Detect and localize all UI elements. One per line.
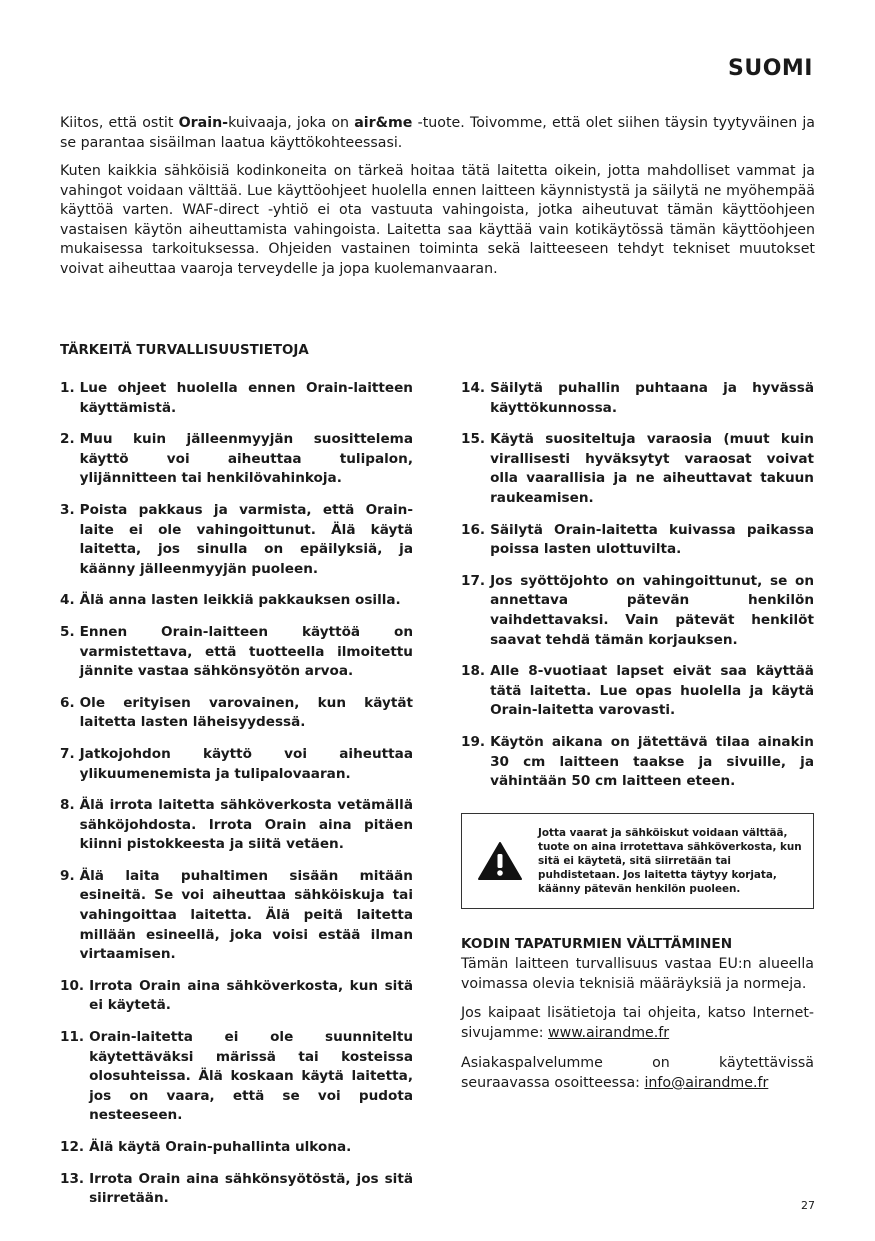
item-number: 13. xyxy=(60,1170,85,1187)
item-text: Älä laita puhaltimen sisään mitään esineitä. Se voi aiheuttaa sähköiskuja tai vahingoittaa laitetta. Älä peitä laitetta millään esineellä, joka voisi estää ilman virtaamisen. xyxy=(79,867,413,963)
list-item xyxy=(60,623,413,682)
item-number: 15. xyxy=(461,431,486,448)
item-text: Lue ohjeet huolella ennen Orain-laitteen käyttämistä. xyxy=(79,380,413,416)
item-number: 19. xyxy=(461,733,486,750)
list-item xyxy=(60,1028,413,1126)
item-number: 4. xyxy=(60,592,75,609)
list-item xyxy=(60,796,413,855)
warning-text: Jotta vaarat ja sähköiskut voidaan välttää, tuote on aina irrotettava sähköverkosta, kun sitä ei käytetä, sitä siirretään tai puhdistetaan. Jos laitetta täytyy korjata, käänny pätevän henkilön puoleen. xyxy=(538,827,802,895)
household-text: Jos kaipaat lisätietoja tai ohjeita, katso Internet-sivujamme: xyxy=(461,1005,814,1042)
household-title: KODIN TAPATURMIEN VÄLTTÄMINEN xyxy=(461,936,733,952)
warning-icon xyxy=(462,841,538,881)
item-number: 10. xyxy=(60,977,85,994)
item-text: Ennen Orain-laitteen käyttöä on varmistettava, että tuotteella ilmoitettu jännite vastaa sähkönsyötön arvoa. xyxy=(79,623,413,680)
item-number: 12. xyxy=(60,1139,85,1155)
safety-section-title: TÄRKEITÄ TURVALLISUUSTIETOJA xyxy=(60,343,309,358)
list-item xyxy=(461,572,814,650)
item-number: 16. xyxy=(461,521,486,538)
household-text: Asiakaspalvelumme on käytettävissä seuraavassa osoitteessa: xyxy=(461,1054,814,1091)
warning-box xyxy=(461,813,814,909)
list-item xyxy=(60,501,413,579)
item-text: Ole erityisen varovainen, kun käytät laitetta lasten läheisyydessä. xyxy=(79,694,413,731)
list-item xyxy=(60,977,413,1016)
intro-text: Kiitos, että ostit xyxy=(60,115,179,131)
list-item xyxy=(461,521,814,560)
intro-text: kuivaaja, joka on xyxy=(228,115,355,131)
item-text: Poista pakkaus ja varmista, että Orain-laite ei ole vahingoittunut. Älä käytä laitetta, jos sinulla on epäilyksiä, ja käänny jälleenmyyjän puoleen. xyxy=(79,501,413,577)
item-number: 11. xyxy=(60,1029,85,1046)
item-text: Säilytä Orain-laitetta kuivassa paikassa poissa lasten ulottuvilta. xyxy=(490,521,814,558)
household-paragraph-1: Tämän laitteen turvallisuus vastaa EU:n alueella voimassa olevia teknisiä määräyksiä ja normeja. xyxy=(461,955,814,992)
item-number: 5. xyxy=(60,623,75,640)
list-item xyxy=(60,379,413,418)
list-item xyxy=(60,1138,413,1158)
item-text: Älä käytä Orain-puhallinta ulkona. xyxy=(89,1139,352,1155)
item-text: Älä anna lasten leikkiä pakkauksen osilla. xyxy=(79,592,401,609)
intro-paragraph-1 xyxy=(60,114,815,153)
email-link[interactable]: info@airandme.fr xyxy=(644,1074,769,1091)
item-text: Jatkojohdon käyttö voi aiheuttaa ylikuumenemista ja tulipalovaaran. xyxy=(79,745,413,782)
item-number: 14. xyxy=(461,380,486,396)
item-text: Jos syöttöjohto on vahingoittunut, se on annettava pätevän henkilön vaihdettavaksi. Vain pätevät henkilöt saavat tehdä tämän korjauksen. xyxy=(490,572,814,648)
website-link[interactable]: www.airandme.fr xyxy=(548,1025,670,1042)
intro-text: -tuote. Toivomme, että olet siihen täysin tyytyväinen ja se parantaa sisäilman laatua käyttökohteessasi. xyxy=(60,115,815,151)
item-text: Irrota Orain aina sähkönsyötöstä, jos sitä siirretään. xyxy=(89,1170,413,1207)
item-number: 7. xyxy=(60,745,75,762)
household-section xyxy=(461,935,814,1104)
item-text: Irrota Orain aina sähköverkosta, kun sitä ei käytetä. xyxy=(89,977,413,1014)
list-item xyxy=(60,745,413,784)
item-number: 6. xyxy=(60,694,75,711)
item-text: Säilytä puhallin puhtaana ja hyvässä käyttökunnossa. xyxy=(490,380,814,416)
safety-list-left xyxy=(60,379,413,1221)
item-text: Muu kuin jälleenmyyjän suosittelema käyttö voi aiheuttaa tulipalon, ylijännitteen tai henkilövahinkoja. xyxy=(79,431,413,487)
item-number: 3. xyxy=(60,501,75,518)
list-item xyxy=(461,379,814,418)
list-item xyxy=(60,694,413,733)
item-text: Käytön aikana on jätettävä tilaa ainakin 30 cm laitteen taakse ja sivuille, ja vähintään 50 cm laitteen eteen. xyxy=(490,733,814,790)
item-text: Käytä suositeltuja varaosia (muut kuin virallisesti hyväksytyt varaosat voivat olla vaarallisia ja ne aiheuttavat takuun raukeamisen. xyxy=(490,431,814,506)
item-number: 9. xyxy=(60,867,75,884)
list-item xyxy=(461,733,814,792)
list-item xyxy=(60,1170,413,1209)
brand-orain: Orain- xyxy=(178,115,229,131)
household-paragraph-2 xyxy=(461,1004,814,1044)
language-heading: SUOMI xyxy=(728,56,813,81)
list-item xyxy=(60,430,413,489)
household-paragraph-3 xyxy=(461,1054,814,1094)
intro-paragraph-2: Kuten kaikkia sähköisiä kodinkoneita on tärkeä hoitaa tätä laitetta oikein, jotta mahdolliset vammat ja vahingot voidaan välttää. Lue käyttöohjeet huolella ennen laitteen käynnistystä ja säilytä ne myöhempää käyttöä varten. WAF-direct -yhtiö ei ota vastuuta vahingoista, jotka aiheutuvat tämän käyttöohjeen vastaisen käytön aiheuttamista vahingoista. Laitetta saa käyttää vain kotikäytössä tämän käyttöohjeen mukaisessa tarkoituksessa. Ohjeiden vastainen toiminta sekä laitteeseen tehdyt tekniset muutokset voivat aiheuttaa vaaroja terveydelle ja jopa kuolemanvaaran. xyxy=(60,163,815,277)
list-item xyxy=(461,430,814,508)
list-item xyxy=(60,867,413,965)
item-text: Alle 8-vuotiaat lapset eivät saa käyttää tätä laitetta. Lue opas huolella ja käytä Orain-laitetta varovasti. xyxy=(490,663,814,719)
list-item xyxy=(60,591,413,611)
item-number: 18. xyxy=(461,663,486,680)
brand-airandme: air&me xyxy=(354,115,413,131)
intro-section xyxy=(60,114,815,288)
item-number: 1. xyxy=(60,380,75,396)
item-number: 17. xyxy=(461,572,486,589)
page-number: 27 xyxy=(801,1199,815,1212)
list-item xyxy=(461,662,814,721)
item-number: 2. xyxy=(60,431,75,448)
safety-list-right xyxy=(461,379,814,804)
item-text: Orain-laitetta ei ole suunniteltu käytettäväksi märissä tai kosteissa olosuhteissa. Älä koskaan käytä laitetta, jos on vaara, että se voi pudota nesteeseen. xyxy=(89,1029,413,1124)
item-number: 8. xyxy=(60,797,75,814)
item-text: Älä irrota laitetta sähköverkosta vetämällä sähköjohdosta. Irrota Orain aina pitäen kiinni pistokkeesta ja siitä vetäen. xyxy=(79,797,413,853)
